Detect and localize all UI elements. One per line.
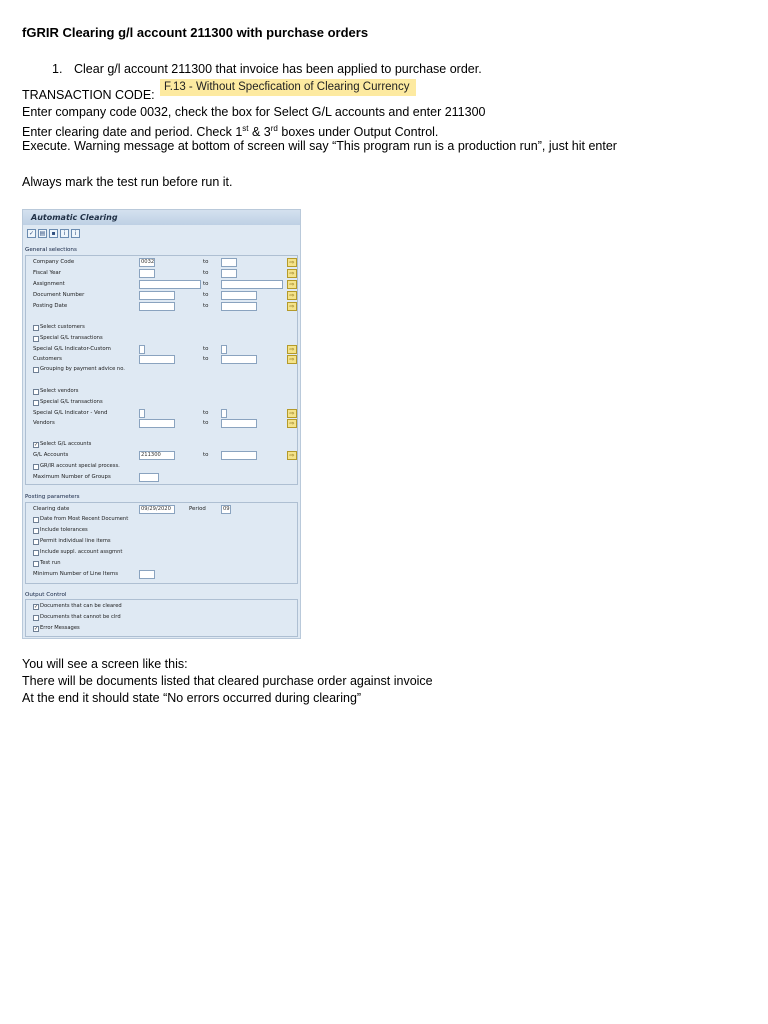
info-icon[interactable]: i <box>60 229 69 238</box>
special-gl-transactions-checkbox[interactable] <box>33 336 39 342</box>
customers-to-input[interactable] <box>221 355 257 364</box>
include-tolerances-label: Include tolerances <box>40 527 88 533</box>
posting-parameters-header: Posting parameters <box>25 494 80 500</box>
instruction-line-3: Execute. Warning message at bottom of screen will say “This program run is a production run”, just hit enter <box>22 139 617 153</box>
select-vendors-label: Select vendors <box>40 388 79 394</box>
multiple-selection-icon[interactable]: ⇨ <box>287 419 297 428</box>
posting-date-input[interactable] <box>139 302 175 311</box>
to-label: to <box>203 270 209 276</box>
after-text-2: There will be documents listed that cleared purchase order against invoice <box>22 674 433 688</box>
select-customers-label: Select customers <box>40 324 85 330</box>
assignment-to-input[interactable] <box>221 280 283 289</box>
special-gl-indicator-vendor-to-input[interactable] <box>221 409 227 418</box>
company-code-input[interactable]: 0032 <box>141 259 155 265</box>
assignment-label: Assignment <box>33 281 65 287</box>
to-label: to <box>203 281 209 287</box>
save-icon[interactable]: ▪ <box>49 229 58 238</box>
program-doc-icon[interactable]: i <box>71 229 80 238</box>
clearing-date-label: Clearing date <box>33 506 70 512</box>
to-label: to <box>203 346 209 352</box>
period-input[interactable]: 09 <box>223 506 230 512</box>
min-line-items-input[interactable] <box>139 570 155 579</box>
gl-accounts-label: G/L Accounts <box>33 452 69 458</box>
assignment-input[interactable] <box>139 280 201 289</box>
special-gl-transactions-label: Special G/L transactions <box>40 335 103 341</box>
gl-accounts-input[interactable]: 211300 <box>139 451 175 460</box>
company-code-to-input[interactable] <box>221 258 237 267</box>
docs-cleared-checkbox[interactable]: ✓ <box>34 604 39 610</box>
special-gl-indicator-customer-to-input[interactable] <box>221 345 227 354</box>
clearing-date-input[interactable]: 09/29/2020 <box>139 505 175 514</box>
variant-icon[interactable]: ▤ <box>39 230 46 237</box>
customers-input[interactable] <box>139 355 175 364</box>
fiscal-year-to-input[interactable] <box>221 269 237 278</box>
list-item-text: Clear g/l account 211300 that invoice has been applied to purchase order. <box>74 62 482 76</box>
include-suppl-checkbox[interactable] <box>33 550 39 556</box>
company-code-label: Company Code <box>33 259 75 265</box>
min-line-items-label: Minimum Number of Line Items <box>33 571 118 577</box>
date-recent-label: Date from Most Recent Document <box>40 516 129 522</box>
max-groups-input[interactable] <box>139 473 159 482</box>
sap-screen-title: Automatic Clearing <box>23 210 300 225</box>
document-number-input[interactable] <box>139 291 175 300</box>
document-number-label: Document Number <box>33 292 85 298</box>
multiple-selection-icon[interactable]: ⇨ <box>287 355 297 364</box>
special-gl-transactions-vendor-label: Special G/L transactions <box>40 399 103 405</box>
select-gl-accounts-label: Select G/L accounts <box>40 441 92 447</box>
select-customers-checkbox[interactable] <box>33 325 39 331</box>
multiple-selection-icon[interactable]: ⇨ <box>287 291 297 300</box>
output-control-header: Output Control <box>25 592 67 598</box>
error-messages-checkbox[interactable]: ✓ <box>34 626 39 632</box>
after-text-3: At the end it should state “No errors occurred during clearing” <box>22 691 362 705</box>
test-run-note: Always mark the test run before run it. <box>22 175 233 189</box>
docs-cleared-label: Documents that can be cleared <box>40 603 122 609</box>
date-recent-checkbox[interactable] <box>33 517 39 523</box>
multiple-selection-icon[interactable]: ⇨ <box>287 409 297 418</box>
special-gl-indicator-customer-label: Special G/L Indicator-Custom <box>33 346 111 352</box>
multiple-selection-icon[interactable]: ⇨ <box>287 345 297 354</box>
transaction-code-label: TRANSACTION CODE: <box>22 88 155 102</box>
sup-rd: rd <box>270 124 278 133</box>
document-title: fGRIR Clearing g/l account 211300 with purchase orders <box>22 25 369 40</box>
special-gl-transactions-vendor-checkbox[interactable] <box>33 400 39 406</box>
docs-not-cleared-label: Documents that cannot be clrd <box>40 614 121 620</box>
after-text-1: You will see a screen like this: <box>22 657 188 671</box>
document-number-to-input[interactable] <box>221 291 257 300</box>
sup-st: st <box>242 124 249 133</box>
multiple-selection-icon[interactable]: ⇨ <box>287 302 297 311</box>
vendors-label: Vendors <box>33 420 55 426</box>
to-label: to <box>203 259 209 265</box>
error-messages-label: Error Messages <box>40 625 80 631</box>
list-number: 1. <box>52 62 63 76</box>
sap-automatic-clearing-screen <box>22 209 301 639</box>
to-label: to <box>203 356 209 362</box>
to-label: to <box>203 303 209 309</box>
general-selections-header: General selections <box>25 247 77 253</box>
to-label: to <box>203 410 209 416</box>
grir-special-checkbox[interactable] <box>33 464 39 470</box>
fiscal-year-label: Fiscal Year <box>33 270 61 276</box>
select-vendors-checkbox[interactable] <box>33 389 39 395</box>
posting-date-label: Posting Date <box>33 303 68 309</box>
special-gl-indicator-vendor-input[interactable] <box>139 409 145 418</box>
permit-line-items-checkbox[interactable] <box>33 539 39 545</box>
vendors-to-input[interactable] <box>221 419 257 428</box>
to-label: to <box>203 452 209 458</box>
instruction-line-2-c: boxes under Output Control. <box>277 125 439 140</box>
to-label: to <box>203 292 209 298</box>
vendors-input[interactable] <box>139 419 175 428</box>
instruction-line-1: Enter company code 0032, check the box for Select G/L accounts and enter 211300 <box>22 105 486 119</box>
multiple-selection-icon[interactable]: ⇨ <box>287 258 297 267</box>
include-suppl-label: Include suppl. account assgmnt <box>40 549 123 555</box>
test-run-checkbox[interactable] <box>33 561 39 567</box>
special-gl-indicator-vendor-label: Special G/L Indicator - Vend <box>33 410 108 416</box>
grouping-label: Grouping by payment advice no. <box>40 366 125 372</box>
instruction-line-2-a: Enter clearing date and period. Check 1 <box>22 125 243 140</box>
fiscal-year-input[interactable] <box>139 269 155 278</box>
transaction-code-highlight: F.13 - Without Specfication of Clearing Currency <box>160 79 416 96</box>
execute-icon[interactable]: ✓ <box>28 230 35 237</box>
include-tolerances-checkbox[interactable] <box>33 528 39 534</box>
grouping-checkbox[interactable] <box>33 367 39 373</box>
customers-label: Customers <box>33 356 62 362</box>
permit-line-items-label: Permit individual line items <box>40 538 111 544</box>
multiple-selection-icon[interactable]: ⇨ <box>287 451 297 460</box>
grir-special-label: GR/IR account special process. <box>40 463 120 469</box>
gl-accounts-to-input[interactable] <box>221 451 257 460</box>
multiple-selection-icon[interactable]: ⇨ <box>287 280 297 289</box>
multiple-selection-icon[interactable]: ⇨ <box>287 269 297 278</box>
select-gl-accounts-checkbox[interactable]: ✓ <box>34 442 39 448</box>
special-gl-indicator-customer-input[interactable] <box>139 345 145 354</box>
max-groups-label: Maximum Number of Groups <box>33 474 111 480</box>
docs-not-cleared-checkbox[interactable] <box>33 615 39 621</box>
posting-date-to-input[interactable] <box>221 302 257 311</box>
period-label: Period <box>189 506 206 512</box>
to-label: to <box>203 420 209 426</box>
test-run-label: Test run <box>40 560 61 566</box>
instruction-line-2-b: & 3 <box>248 125 271 140</box>
